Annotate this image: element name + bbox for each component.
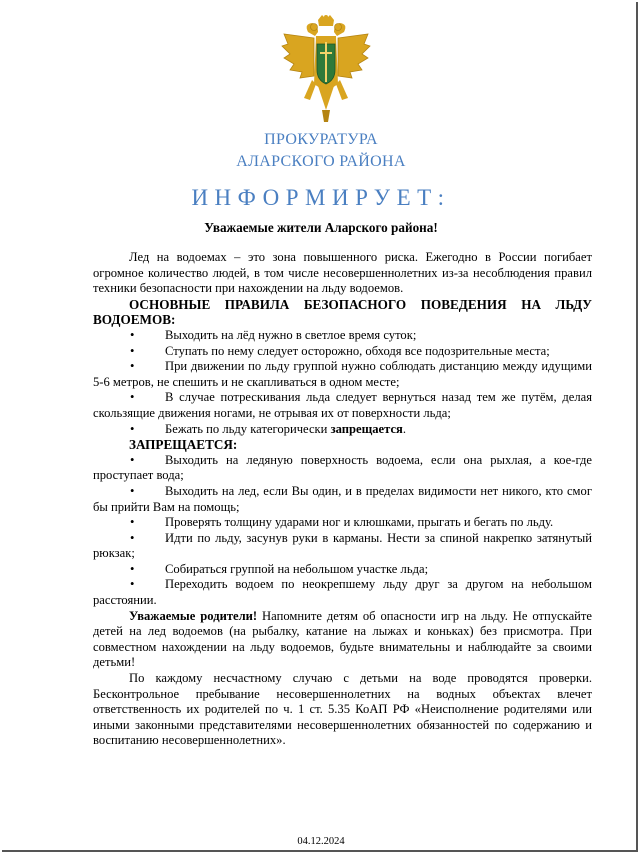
bullet-icon: • — [130, 515, 135, 530]
list-item: • Идти по льду, засунув руки в карманы. Нести за спиной накрепко затянутый рюкзак; — [93, 530, 592, 561]
list-item: • Переходить водоем по неокрепшему льду друг за другом на небольшом расстоянии. — [93, 577, 592, 608]
intro-paragraph: Лед на водоемах – это зона повышенного риска. Ежегодно в России погибает огромное количество людей, в том числе несовершеннолетних из-за несоблюдения правил техники безопасности при нахождении на льду водоемов. — [93, 250, 592, 296]
bullet-icon: • — [130, 343, 135, 358]
closing-paragraph: По каждому несчастному случаю с детьми на воде проводятся проверки. Бесконтрольное пребывание несовершеннолетних на водных объектах влечет ответственность их родителей по ч. 1 ст. 5.35 КоАП РФ «Неисполнение родителями или иными законными представителями несовершеннолетних обязанностей по содержанию и воспитанию несовершеннолетних». — [93, 671, 592, 748]
bullet-icon: • — [130, 421, 135, 436]
list-item: • Бежать по льду категорически запрещается. — [130, 421, 407, 436]
bullet-icon: • — [130, 359, 135, 374]
list-item: • Выходить на ледяную поверхность водоема, если она рыхлая, а кое-где проступает вода; — [93, 452, 592, 483]
list-item: • Выходить на лёд нужно в светлое время суток; — [130, 327, 417, 342]
org-title-line2: АЛАРСКОГО РАЙОНА — [236, 153, 406, 170]
bullet-icon: • — [130, 483, 135, 498]
bullet-icon: • — [130, 327, 135, 342]
double-headed-eagle-emblem-icon — [278, 14, 374, 126]
bullet-icon: • — [130, 561, 135, 576]
rules-heading: ОСНОВНЫЕ ПРАВИЛА БЕЗОПАСНОГО ПОВЕДЕНИЯ НА ЛЬДУ ВОДОЕМОВ: — [93, 296, 592, 328]
list-item: • В случае потрескивания льда следует вернуться назад тем же путём, делая скользящие движения ногами, не отрывая их от поверхности льда; — [93, 390, 592, 420]
list-item: • Собираться группой на небольшом участке льда; — [130, 561, 429, 576]
bullet-icon: • — [130, 577, 135, 592]
bullet-icon: • — [130, 390, 135, 405]
list-item: • Проверять толщину ударами ног и клюшками, прыгать и бегать по льду. — [130, 515, 554, 530]
greeting: Уважаемые жители Аларского района! — [204, 220, 438, 235]
parents-greeting: Уважаемые родители! — [129, 608, 258, 623]
document-body — [93, 250, 592, 749]
parents-paragraph: Уважаемые родители! Напомните детям об опасности игр на льду. Не отпускайте детей на лед водоемов (на рыбалку, катание на лыжах и коньках) без присмотра. При совместном нахождении на льду водоемов, будьте внимательны и наблюдайте за своими детьми! — [93, 608, 592, 670]
informs-heading: ИНФОРМИРУЕТ: — [191, 185, 451, 210]
prohibited-heading: ЗАПРЕЩАЕТСЯ: — [129, 437, 238, 453]
org-title-line1: ПРОКУРАТУРА — [264, 131, 378, 148]
list-item: • Выходить на лед, если Вы один, и в пределах видимости нет никого, кто смог бы прийти Вам на помощь; — [93, 483, 592, 514]
list-item: • При движении по льду группой нужно соблюдать дистанцию между идущими 5-6 метров, не спешить и не скапливаться в одном месте; — [93, 359, 592, 389]
list-item: • Ступать по нему следует осторожно, обходя все подозрительные места; — [130, 343, 550, 358]
prohibited-emphasis: запрещается — [330, 421, 403, 436]
document-date: 04.12.2024 — [297, 836, 345, 847]
bullet-icon: • — [130, 530, 135, 545]
bullet-icon: • — [130, 452, 135, 467]
